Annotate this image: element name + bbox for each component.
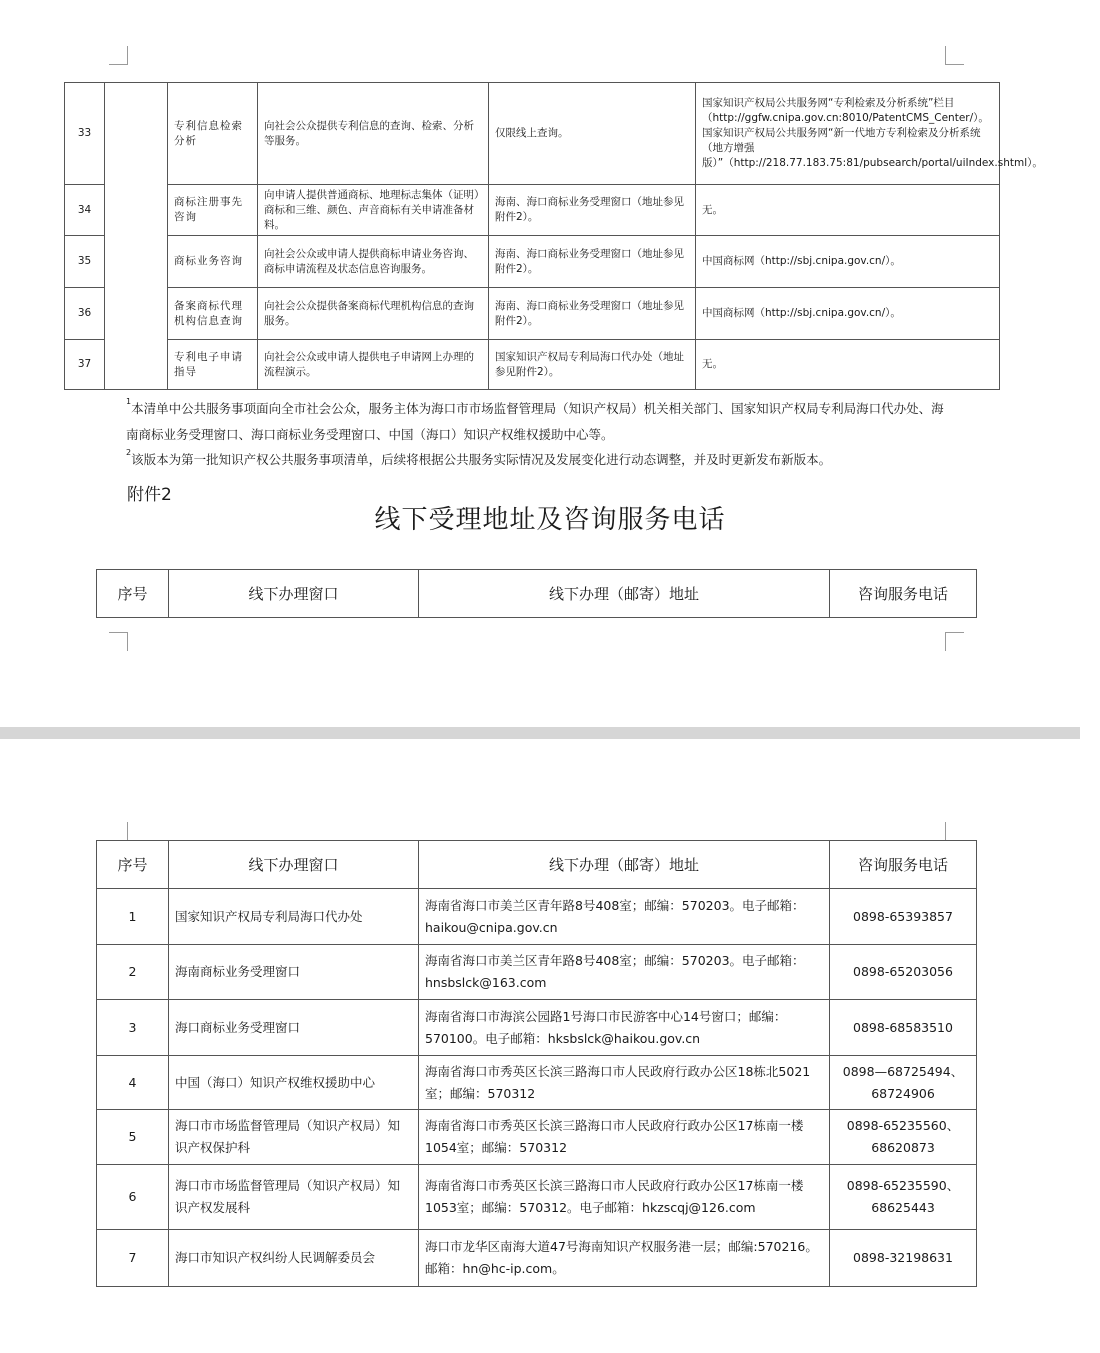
service-method: 海南、海口商标业务受理窗口（地址参见附件2）。 bbox=[489, 288, 696, 340]
service-method: 仅限线上查询。 bbox=[489, 83, 696, 185]
footnote-mark: 1 bbox=[126, 397, 132, 406]
page-separator bbox=[0, 727, 1080, 739]
row-number: 1 bbox=[97, 889, 169, 945]
online-channel-text: 国家知识产权局公共服务网“专利检索及分析系统”栏目（http://ggfw.cnipa.gov.cn:8010/PatentCMS_Center/）。 bbox=[702, 97, 989, 124]
phone-number: 0898—68725494、68724906 bbox=[830, 1056, 977, 1110]
footnote-text: 本清单中公共服务事项面向全市社会公众，服务主体为海口市市场监督管理局（知识产权局）机关相关部门、国家知识产权局专利局海口代办处、海南商标业务受理窗口、海口商标业务受理窗口、中国（海口）知识产权维权援助中心等。 bbox=[126, 401, 944, 442]
row-number: 35 bbox=[65, 236, 105, 288]
crop-mark bbox=[109, 46, 128, 65]
service-content: 向社会公众或申请人提供电子申请网上办理的流程演示。 bbox=[258, 340, 489, 390]
row-number: 5 bbox=[97, 1110, 169, 1165]
service-method: 国家知识产权局专利局海口代办处（地址参见附件2）。 bbox=[489, 340, 696, 390]
table-row bbox=[65, 340, 1000, 390]
footnote-2 bbox=[126, 447, 956, 473]
window-name: 海口商标业务受理窗口 bbox=[169, 1000, 419, 1056]
row-number: 7 bbox=[97, 1230, 169, 1287]
phone-number: 0898-32198631 bbox=[830, 1230, 977, 1287]
address-text: 海南省海口市秀英区长滨三路海口市人民政府行政办公区17栋南一楼1053室；邮编：570312。电子邮箱：hkzscqj@126.com bbox=[419, 1165, 830, 1230]
phone-number: 0898-65235590、68625443 bbox=[830, 1165, 977, 1230]
header-window: 线下办理窗口 bbox=[169, 841, 419, 889]
phone-number: 0898-68583510 bbox=[830, 1000, 977, 1056]
crop-mark bbox=[109, 632, 128, 651]
phone-number: 0898-65203056 bbox=[830, 945, 977, 1000]
footnote-mark: 2 bbox=[126, 448, 132, 457]
service-online: 中国商标网（http://sbj.cnipa.gov.cn/）。 bbox=[696, 288, 1000, 340]
service-content: 向社会公众提供备案商标代理机构信息的查询服务。 bbox=[258, 288, 489, 340]
table-row bbox=[65, 83, 1000, 185]
address-text: 海南省海口市海滨公园路1号海口市民游客中心14号窗口；邮编：570100。电子邮箱：hksbslck@haikou.gov.cn bbox=[419, 1000, 830, 1056]
phone-number: 0898-65235560、68620873 bbox=[830, 1110, 977, 1165]
footnote-text: 该版本为第一批知识产权公共服务事项清单，后续将根据公共服务实际情况及发展变化进行动态调整，并及时更新发布新版本。 bbox=[131, 452, 832, 467]
service-online bbox=[696, 83, 1043, 185]
header-no: 序号 bbox=[97, 570, 169, 618]
service-items-table bbox=[64, 82, 1043, 390]
service-method: 海南、海口商标业务受理窗口（地址参见附件2）。 bbox=[489, 185, 696, 236]
service-online: 无。 bbox=[696, 185, 1000, 236]
row-number: 6 bbox=[97, 1165, 169, 1230]
service-name: 商标注册事先咨询 bbox=[168, 185, 258, 236]
window-name: 海口市知识产权纠纷人民调解委员会 bbox=[169, 1230, 419, 1287]
row-number: 2 bbox=[97, 945, 169, 1000]
crop-mark bbox=[945, 46, 964, 65]
table-header-row bbox=[97, 841, 977, 889]
window-name: 国家知识产权局专利局海口代办处 bbox=[169, 889, 419, 945]
service-content: 向申请人提供普通商标、地理标志集体（证明）商标和三维、颜色、声音商标有关申请准备材料。 bbox=[258, 185, 489, 236]
table-row bbox=[65, 236, 1000, 288]
header-address: 线下办理（邮寄）地址 bbox=[419, 570, 830, 618]
address-table-header bbox=[96, 569, 977, 618]
row-number: 34 bbox=[65, 185, 105, 236]
window-name: 海口市市场监督管理局（知识产权局）知识产权保护科 bbox=[169, 1110, 419, 1165]
crop-mark bbox=[945, 632, 964, 651]
table-row bbox=[97, 1165, 977, 1230]
service-name: 专利信息检索分析 bbox=[168, 83, 258, 185]
service-name: 专利电子申请指导 bbox=[168, 340, 258, 390]
service-online: 无。 bbox=[696, 340, 1000, 390]
table-header-row bbox=[97, 570, 977, 618]
header-phone: 咨询服务电话 bbox=[830, 570, 977, 618]
header-window: 线下办理窗口 bbox=[169, 570, 419, 618]
table-row bbox=[97, 1230, 977, 1287]
table-row bbox=[97, 1000, 977, 1056]
service-name: 商标业务咨询 bbox=[168, 236, 258, 288]
service-content: 向社会公众提供专利信息的查询、检索、分析等服务。 bbox=[258, 83, 489, 185]
category-cell bbox=[105, 83, 168, 390]
window-name: 海口市市场监督管理局（知识产权局）知识产权发展科 bbox=[169, 1165, 419, 1230]
header-phone: 咨询服务电话 bbox=[830, 841, 977, 889]
service-online: 中国商标网（http://sbj.cnipa.gov.cn/）。 bbox=[696, 236, 1000, 288]
attachment-label: 附件2 bbox=[127, 485, 172, 505]
crop-mark bbox=[109, 822, 128, 841]
window-name: 海南商标业务受理窗口 bbox=[169, 945, 419, 1000]
document-page-2 bbox=[0, 739, 1080, 1353]
online-channel-text: 国家知识产权局公共服务网“新一代地方专利检索及分析系统（地方增强版）”（http://218.77.183.75:81/pubsearch/portal/uiIndex.shtml）。 bbox=[702, 127, 1043, 169]
row-number: 36 bbox=[65, 288, 105, 340]
table-row bbox=[97, 889, 977, 945]
window-name: 中国（海口）知识产权维权援助中心 bbox=[169, 1056, 419, 1110]
service-name: 备案商标代理机构信息查询 bbox=[168, 288, 258, 340]
address-table bbox=[96, 840, 977, 1287]
address-text: 海南省海口市美兰区青年路8号408室；邮编：570203。电子邮箱：haikou@cnipa.gov.cn bbox=[419, 889, 830, 945]
address-text: 海南省海口市秀英区长滨三路海口市人民政府行政办公区17栋南一楼1054室；邮编：570312 bbox=[419, 1110, 830, 1165]
attachment-title: 线下受理地址及咨询服务电话 bbox=[374, 505, 726, 535]
footnote-1 bbox=[126, 396, 956, 448]
address-text: 海口市龙华区南海大道47号海南知识产权服务港一层；邮编:570216。邮箱：hn@hc-ip.com。 bbox=[419, 1230, 830, 1287]
row-number: 37 bbox=[65, 340, 105, 390]
row-number: 3 bbox=[97, 1000, 169, 1056]
table-row bbox=[65, 185, 1000, 236]
table-row bbox=[97, 945, 977, 1000]
row-number: 33 bbox=[65, 83, 105, 185]
header-no: 序号 bbox=[97, 841, 169, 889]
table-row bbox=[97, 1056, 977, 1110]
address-text: 海南省海口市美兰区青年路8号408室；邮编：570203。电子邮箱：hnsbslck@163.com bbox=[419, 945, 830, 1000]
service-content: 向社会公众或申请人提供商标申请业务咨询、商标申请流程及状态信息咨询服务。 bbox=[258, 236, 489, 288]
service-method: 海南、海口商标业务受理窗口（地址参见附件2）。 bbox=[489, 236, 696, 288]
table-row bbox=[65, 288, 1000, 340]
crop-mark bbox=[945, 822, 964, 841]
header-address: 线下办理（邮寄）地址 bbox=[419, 841, 830, 889]
phone-number: 0898-65393857 bbox=[830, 889, 977, 945]
address-text: 海南省海口市秀英区长滨三路海口市人民政府行政办公区18栋北5021室；邮编：570312 bbox=[419, 1056, 830, 1110]
table-row bbox=[97, 1110, 977, 1165]
row-number: 4 bbox=[97, 1056, 169, 1110]
